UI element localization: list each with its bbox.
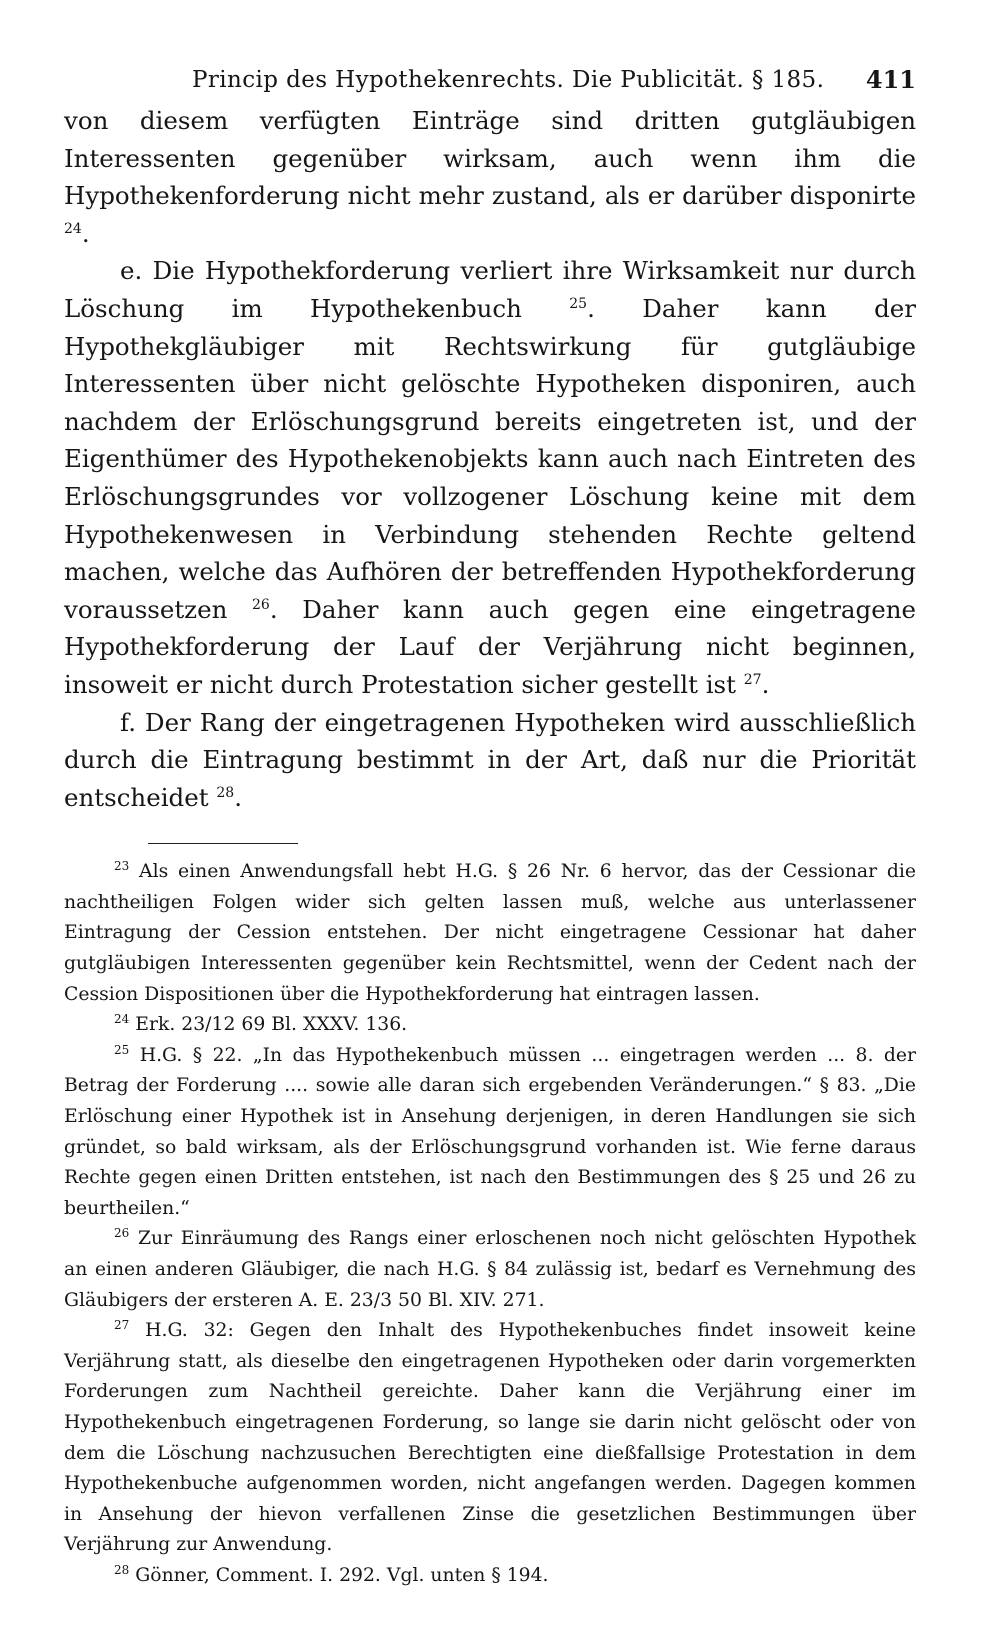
footnote	[64, 1561, 916, 1592]
page-number: 411	[865, 65, 916, 94]
paragraph-continuation	[64, 102, 916, 252]
footnote-ref: 26	[251, 596, 270, 613]
footnote-ref: 25	[569, 295, 588, 312]
footnote-ref: 28	[216, 784, 235, 801]
footnote-number: 27	[114, 1318, 130, 1333]
running-header	[64, 58, 916, 102]
paragraph-text: e. Die Hypothekforderung verliert ihre Wirksamkeit nur durch Löschung im Hypothekenbuch	[64, 256, 916, 323]
paragraph-text: . Daher kann auch gegen eine eingetragene Hypothekforderung der Lauf der Verjährung nicht beginnen, insoweit er nicht durch Protestation sicher gestellt ist	[64, 594, 916, 699]
footnote-number: 26	[114, 1226, 130, 1241]
footnote-number: 23	[114, 859, 130, 874]
footnote	[64, 1010, 916, 1041]
punctuation: .	[234, 782, 242, 812]
book-page	[64, 58, 916, 1592]
punctuation: .	[81, 218, 90, 248]
paragraph-text: von diesem verfügten Einträge sind dritten gutgläubigen Interessenten gegenüber wirksam, auch wenn ihm die Hypothekenforderung nicht mehr zustand, als er darüber disponirte	[64, 106, 916, 211]
footnote-text: Zur Einräumung des Rangs einer erloschenen noch nicht gelöschten Hypothek an einen anderen Gläubiger, die nach H.G. § 84 zulässig ist, bedarf es Vernehmung des Gläubigers der ersteren A. E. 23/3 50 Bl. XIV. 271.	[64, 1228, 916, 1311]
footnotes	[64, 857, 916, 1591]
paragraph-e	[64, 252, 916, 703]
footnote-text: H.G. 32: Gegen den Inhalt des Hypothekenbuches findet insoweit keine Verjährung statt, als dieselbe den eingetragenen Hypotheken oder darin vorgemerkten Forderungen zum Nachtheil gereichte. Daher kann die Verjährung einer im Hypothekenbuch eingetragenen Forderung, so lange sie darin nicht gelöscht oder von dem die Löschung nachzusuchen Berechtigten eine dießfallsige Protestation in dem Hypothekenbuche aufgenommen worden, nicht angefangen werden. Dagegen kommen in Ansehung der hievon verfallenen Zinse die gesetzlichen Bestimmungen über Verjährung zur Anwendung.	[64, 1320, 916, 1556]
footnote-number: 25	[114, 1042, 130, 1057]
main-text	[64, 102, 916, 816]
footnote-number: 28	[114, 1562, 130, 1577]
punctuation: .	[761, 669, 770, 699]
running-title: Princip des Hypothekenrechts. Die Publicität. § 185.	[192, 67, 825, 93]
paragraph-f	[64, 704, 916, 817]
footnote	[64, 1224, 916, 1316]
footnote-divider	[148, 843, 298, 844]
footnote	[64, 1041, 916, 1225]
footnote	[64, 1316, 916, 1561]
footnote-text: Gönner, Comment. I. 292. Vgl. unten § 194.	[135, 1564, 549, 1586]
footnote-text: H.G. § 22. „In das Hypothekenbuch müssen ... eingetragen werden ... 8. der Betrag der Forderung .... sowie alle daran sich ergebenden Veränderungen.“ § 83. „Die Erlöschung einer Hypothek ist in Ansehung derjenigen, in deren Handlungen sie sich gründet, so bald wirksam, als der Erlöschungsgrund vorhanden ist. Wie ferne daraus Rechte gegen einen Dritten entstehen, ist nach den Bestimmungen des § 25 und 26 zu beurtheilen.“	[64, 1044, 916, 1219]
footnote-ref: 24	[64, 220, 82, 237]
paragraph-text: f. Der Rang der eingetragenen Hypotheken wird ausschließlich durch die Eintragung bestimmt in der Art, daß nur die Priorität entscheidet	[64, 707, 916, 812]
footnote-ref: 27	[743, 671, 762, 688]
paragraph-text: . Daher kann der Hypothekgläubiger mit Rechtswirkung für gutgläubige Interessenten über nicht gelöschte Hypotheken disponiren, auch nachdem der Erlöschungsgrund bereits eingetreten ist, und der Eigenthümer des Hypothekenobjekts kann auch nach Eintreten des Erlöschungsgrundes vor vollzogener Löschung keine mit dem Hypothekenwesen in Verbindung stehenden Rechte geltend machen, welche das Aufhören der betreffenden Hypothekforderung voraussetzen	[64, 293, 916, 624]
footnote	[64, 857, 916, 1010]
footnote-text: Erk. 23/12 69 Bl. XXXV. 136.	[135, 1014, 408, 1036]
footnote-text: Als einen Anwendungsfall hebt H.G. § 26 Nr. 6 hervor, das der Cessionar die nachtheiligen Folgen wider sich gelten lassen muß, welche aus unterlassener Eintragung der Cession entstehen. Der nicht eingetragene Cessionar hat daher gutgläubigen Interessenten gegenüber kein Rechtsmittel, wenn der Cedent nach der Cession Dispositionen über die Hypothekforderung hat eintragen lassen.	[64, 861, 916, 1005]
footnote-number: 24	[114, 1012, 130, 1027]
